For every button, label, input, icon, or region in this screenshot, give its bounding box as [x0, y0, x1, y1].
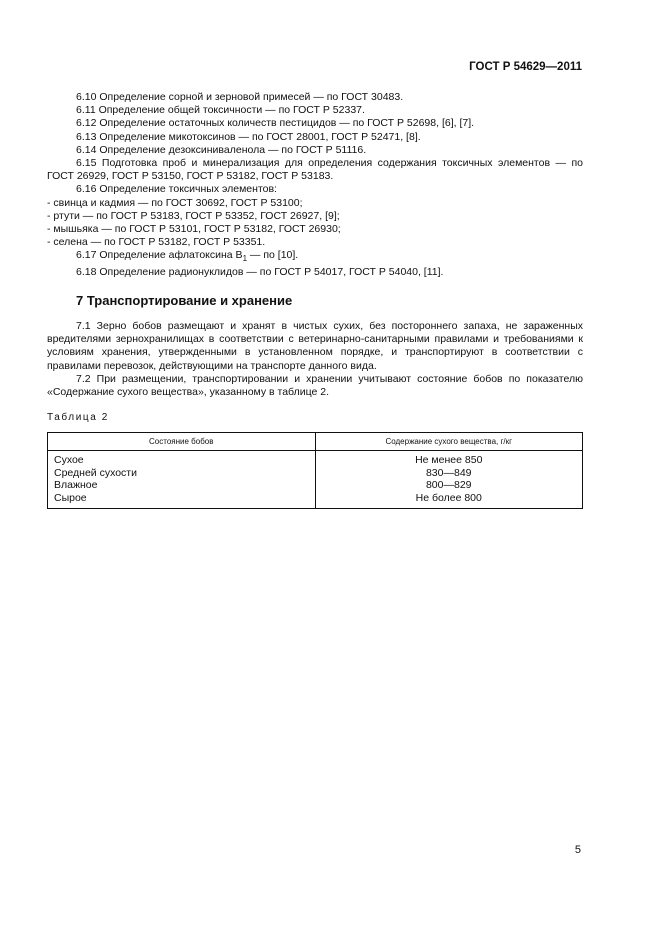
- dry-matter-value: Не более 800: [415, 491, 482, 504]
- item-6-17: [47, 249, 583, 265]
- table-row: [48, 451, 583, 509]
- item-6-12: 6.12 Определение остаточных количеств пестицидов — по ГОСТ Р 52698, [6], [7].: [76, 117, 475, 130]
- dry-matter-value: Не менее 850: [415, 454, 483, 467]
- paragraph-7-2: 7.2 При размещении, транспортировании и хранении учитывают состояние бобов по показателю «Содержание сухого вещества», указанному в таблице 2.: [47, 372, 583, 398]
- dry-matter-cell: [315, 451, 583, 509]
- item-6-16: 6.16 Определение токсичных элементов:: [76, 183, 277, 196]
- state-cell: [48, 451, 316, 509]
- column-header-dry-matter: Содержание сухого вещества, г/кг: [315, 433, 583, 451]
- item-6-18: 6.18 Определение радионуклидов — по ГОСТ Р 54017, ГОСТ Р 54040, [11].: [76, 265, 444, 278]
- dry-matter-value: 800—829: [425, 479, 472, 492]
- table-caption: Таблица 2: [47, 412, 109, 424]
- item-6-10: 6.10 Определение сорной и зерновой примесей — по ГОСТ 30483.: [76, 91, 404, 103]
- item-6-17-subscript: 1: [242, 254, 248, 264]
- state-value: Сырое: [54, 491, 87, 504]
- state-value: Сухое: [54, 454, 84, 467]
- toxic-selenium: - селена — по ГОСТ Р 53182, ГОСТ Р 53351.: [47, 236, 266, 249]
- column-header-state: Состояние бобов: [48, 433, 316, 451]
- item-6-14: 6.14 Определение дезоксиниваленола — по ГОСТ Р 51116.: [76, 143, 367, 156]
- toxic-lead-cadmium: - свинца и кадмия — по ГОСТ 30692, ГОСТ Р 53100;: [47, 196, 303, 209]
- table-header-row: [48, 433, 583, 451]
- section-7-title: 7 Транспортирование и хранение: [76, 292, 293, 308]
- dry-matter-value: 830—849: [425, 466, 472, 479]
- page-number: 5: [574, 844, 581, 856]
- item-6-13: 6.13 Определение микотоксинов — по ГОСТ 28001, ГОСТ Р 52471, [8].: [76, 130, 421, 143]
- page-content: [47, 91, 583, 509]
- toxic-mercury: - ртути — по ГОСТ Р 53183, ГОСТ Р 53352, ГОСТ 26927, [9];: [47, 209, 340, 222]
- document-code: ГОСТ Р 54629—2011: [469, 61, 582, 73]
- item-6-17-prefix: 6.17 Определение афлатоксина В: [76, 249, 243, 262]
- table-2: [47, 432, 583, 509]
- item-6-11: 6.11 Определение общей токсичности — по ГОСТ Р 52337.: [76, 104, 365, 117]
- item-6-17-suffix: — по [10].: [247, 249, 299, 262]
- state-value: Средней сухости: [54, 466, 137, 479]
- state-value: Влажное: [54, 479, 98, 492]
- toxic-arsenic: - мышьяка — по ГОСТ Р 53101, ГОСТ Р 53182, ГОСТ 26930;: [47, 223, 341, 236]
- item-6-15: 6.15 Подготовка проб и минерализация для определения содержания токсичных элементов — по ГОСТ 26929, ГОСТ Р 53150, ГОСТ Р 53182, ГОСТ Р 53183.: [47, 157, 583, 183]
- paragraph-7-1: 7.1 Зерно бобов размещают и хранят в чистых сухих, без постороннего запаха, не зараженных вредителями зернохранилищах в соответствии с ветеринарно-санитарными правилами и требованиями к условиям хранения, утвержденными в установленном порядке, и транспортируют в соответствии с правилами перевозок, действующими на транспорте данного вида.: [47, 319, 583, 372]
